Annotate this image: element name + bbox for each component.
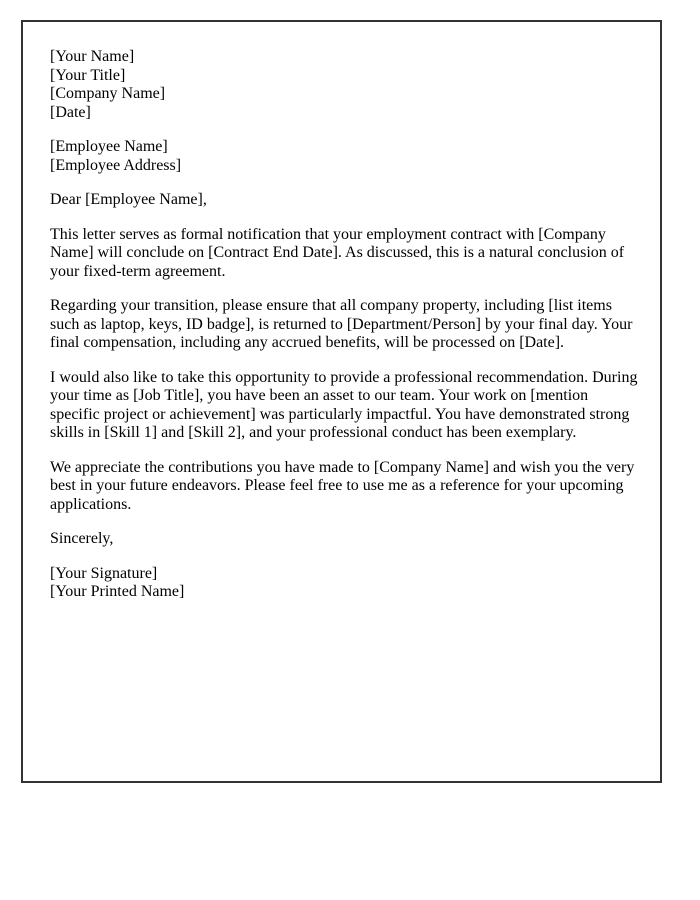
salutation: Dear [Employee Name], <box>50 191 207 208</box>
sender-company: [Company Name] <box>50 85 166 102</box>
sender-block <box>50 48 638 122</box>
recipient-block <box>50 138 638 175</box>
paragraph-recommendation: I would also like to take this opportunity to provide a professional recommendation. During your time as [Job Title], you have been an asset to our team. Your work on [mention specific project or achievement] was particularly impactful. You have demonstrated strong skills in [Skill 1] and [Skill 2], and your professional conduct has been exemplary. <box>50 368 638 441</box>
sender-name: [Your Name] <box>50 48 135 65</box>
closing: Sincerely, <box>50 530 114 547</box>
letter-date: [Date] <box>50 103 91 121</box>
recipient-address: [Employee Address] <box>50 156 182 174</box>
letter-page <box>21 20 662 783</box>
sender-title: [Your Title] <box>50 66 126 84</box>
paragraph-contract-notice: This letter serves as formal notification that your employment contract with [Company Name] will conclude on [Contract End Date]. As discussed, this is a natural conclusion of your fixed-term agreement. <box>50 225 625 280</box>
printed-name-placeholder: [Your Printed Name] <box>50 583 185 600</box>
recipient-name: [Employee Name] <box>50 138 168 155</box>
signature-placeholder: [Your Signature] <box>50 564 158 582</box>
paragraph-appreciation: We appreciate the contributions you have made to [Company Name] and wish you the very best in your future endeavors. Please feel free to use me as a reference for your upcoming applications. <box>50 458 635 513</box>
signature-block <box>50 565 638 602</box>
letter-body <box>23 22 660 602</box>
paragraph-transition-logistics: Regarding your transition, please ensure that all company property, including [list items such as laptop, keys, ID badge], is returned to [Department/Person] by your final day. Your final compensation, including any accrued benefits, will be processed on [Date]. <box>50 297 633 351</box>
